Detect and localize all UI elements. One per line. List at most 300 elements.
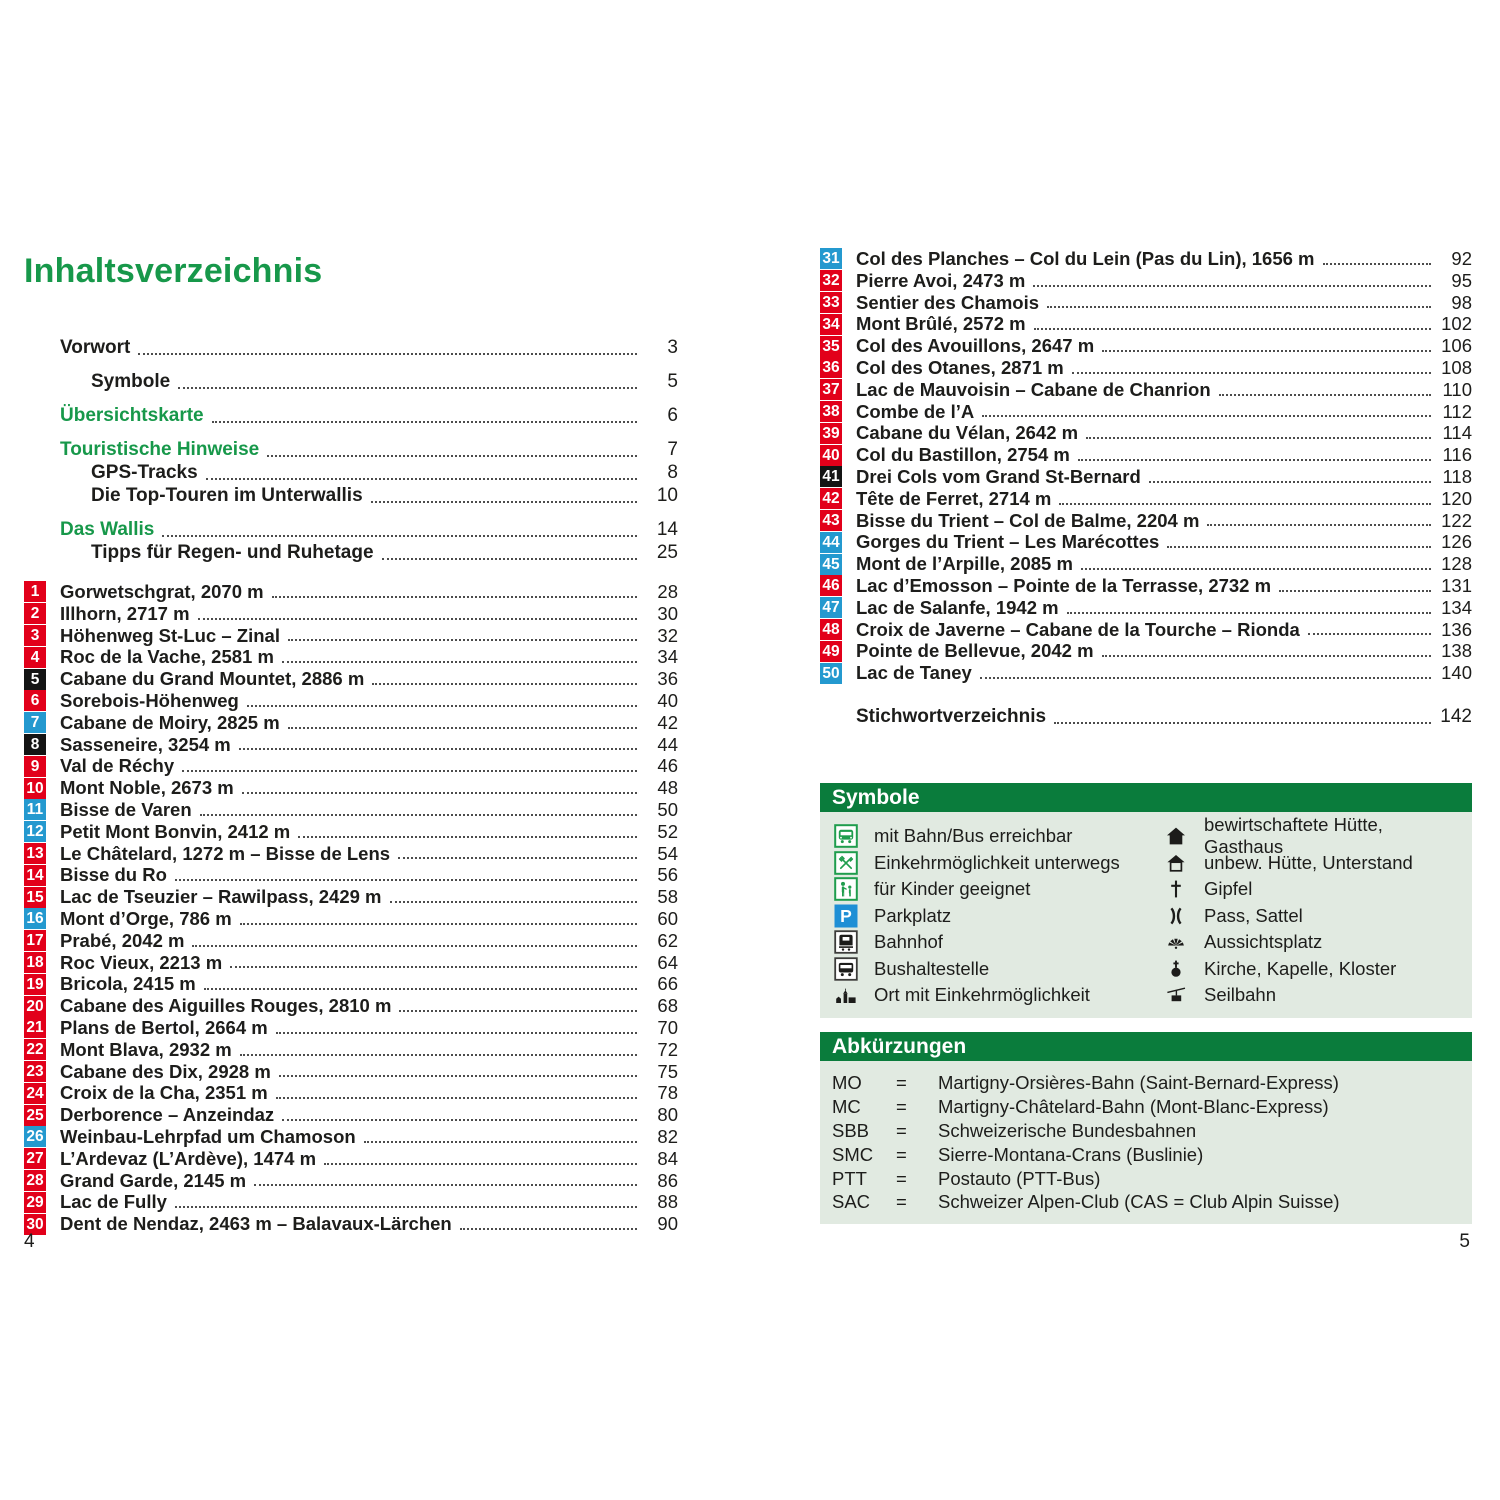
tour-toc-row — [24, 1104, 678, 1126]
toc-entry-label: Bisse du Trient – Col de Balme, 2204 m — [856, 509, 1200, 531]
abbreviation-text: Martigny-Châtelard-Bahn (Mont-Blanc-Express) — [938, 1096, 1329, 1118]
toc-entry-label: Lac de Salanfe, 1942 m — [856, 596, 1059, 618]
abbreviations-box-title: Abkürzungen — [820, 1032, 1472, 1061]
toc-page-number: 138 — [1441, 640, 1472, 662]
toc-page-number: 88 — [657, 1191, 678, 1213]
dot-leader — [390, 901, 637, 903]
toc-page-number: 106 — [1441, 335, 1472, 357]
toc-page-number: 112 — [1442, 400, 1472, 422]
symbol-label: unbew. Hütte, Unterstand — [1204, 851, 1413, 873]
symbol-legend-row — [832, 849, 1162, 876]
toc-row — [24, 405, 678, 428]
toc-entry-label: Touristische Hinweise — [60, 439, 260, 460]
tour-number-badge: 36 — [820, 357, 842, 378]
toc-row — [24, 462, 678, 485]
village-icon — [832, 983, 859, 1008]
dot-leader — [1054, 722, 1431, 724]
toc-page-number: 122 — [1441, 509, 1472, 531]
tour-number-badge: 30 — [24, 1214, 46, 1235]
toc-entry-label: Gorges du Trient – Les Marécottes — [856, 531, 1160, 553]
dot-leader — [279, 1075, 637, 1077]
toc-entry-label: Stichwortverzeichnis — [856, 705, 1047, 727]
tour-toc-row — [24, 668, 678, 690]
tour-toc-row — [24, 755, 678, 777]
tour-number-badge: 11 — [24, 799, 46, 820]
tour-number-badge: 27 — [24, 1148, 46, 1169]
symbol-legend-row — [832, 876, 1162, 903]
dot-leader — [254, 1184, 637, 1186]
toc-entry-label: Cabane du Vélan, 2642 m — [856, 422, 1079, 444]
toc-entry-label: Symbole — [91, 371, 171, 392]
dot-leader — [182, 770, 637, 772]
toc-page-number: 60 — [657, 907, 678, 929]
parking-sign-icon — [832, 903, 859, 928]
toc-row — [24, 337, 678, 360]
left-page — [24, 252, 678, 1235]
tour-toc-row — [24, 1170, 678, 1192]
abbreviation-code: SAC — [832, 1191, 871, 1213]
equals-sign: = — [896, 1072, 907, 1094]
toc-page-number: 36 — [657, 668, 678, 690]
abbreviation-code: MC — [832, 1096, 861, 1118]
tour-toc-row — [24, 821, 678, 843]
tour-number-badge: 33 — [820, 292, 842, 313]
dot-leader — [460, 1228, 637, 1230]
abbreviation-code: MO — [832, 1072, 862, 1094]
page-title: Inhaltsverzeichnis — [24, 252, 323, 290]
toc-entry-label: Mont d’Orge, 786 m — [60, 907, 232, 929]
tour-toc-row — [24, 603, 678, 625]
symbol-label: Gipfel — [1204, 878, 1253, 900]
toc-page-number: 86 — [657, 1169, 678, 1191]
toc-page-number: 5 — [667, 371, 678, 392]
dot-leader — [200, 814, 637, 816]
tour-number-badge: 43 — [820, 510, 842, 531]
tour-toc-row — [24, 930, 678, 952]
dot-leader — [276, 1097, 637, 1099]
dot-leader — [1167, 546, 1431, 548]
dot-leader — [212, 421, 637, 423]
toc-page-number: 66 — [657, 973, 678, 995]
tour-toc-row — [24, 625, 678, 647]
toc-page-number: 7 — [667, 439, 678, 460]
toc-page-number: 50 — [657, 798, 678, 820]
dot-leader — [1102, 350, 1431, 352]
toc-page-number: 142 — [1440, 705, 1472, 727]
symbol-label: Kirche, Kapelle, Kloster — [1204, 957, 1397, 979]
toc-page-number: 34 — [657, 646, 678, 668]
tour-number-badge: 16 — [24, 908, 46, 929]
tour-toc-row — [820, 335, 1472, 357]
tour-number-badge: 12 — [24, 821, 46, 842]
dot-leader — [178, 387, 637, 389]
toc-row — [24, 485, 678, 508]
summit-cross-icon — [1162, 877, 1189, 902]
toc-entry-label: Sasseneire, 3254 m — [60, 733, 231, 755]
dot-leader — [324, 1163, 637, 1165]
tour-toc-row — [24, 1017, 678, 1039]
tour-number-badge: 46 — [820, 575, 842, 596]
tour-number-badge: 48 — [820, 619, 842, 640]
dot-leader — [175, 879, 637, 881]
symbol-label: mit Bahn/Bus erreichbar — [874, 825, 1073, 847]
toc-entry-label: Col des Planches – Col du Lein (Pas du Lin), 1656 m — [856, 248, 1315, 269]
tour-toc-row — [24, 908, 678, 930]
dot-leader — [1086, 437, 1431, 439]
dot-leader — [1059, 503, 1431, 505]
symbol-legend-row — [1162, 814, 1460, 858]
toc-page-number: 54 — [657, 842, 678, 864]
tour-number-badge: 15 — [24, 887, 46, 908]
tour-number-badge: 47 — [820, 597, 842, 618]
tour-toc-row — [24, 777, 678, 799]
tour-toc-row — [24, 1039, 678, 1061]
tour-toc-row — [820, 640, 1472, 662]
symbol-label: Pass, Sattel — [1204, 904, 1303, 926]
toc-entry-label: Derborence – Anzeindaz — [60, 1104, 275, 1126]
dot-leader — [1207, 524, 1431, 526]
symbol-legend-row — [832, 982, 1162, 1009]
toc-row — [820, 706, 1472, 729]
dot-leader — [1308, 633, 1431, 635]
children-sign-icon — [832, 877, 859, 902]
toc-entry-label: Plans de Bertol, 2664 m — [60, 1016, 268, 1038]
toc-row — [24, 439, 678, 462]
toc-entry-label: Sentier des Chamois — [856, 291, 1040, 313]
dot-leader — [1033, 285, 1431, 287]
toc-entry-label: Lac de Fully — [60, 1191, 167, 1213]
dot-leader — [240, 923, 637, 925]
toc-entry-label: Combe de l’A — [856, 400, 975, 422]
toc-entry-label: Bisse du Ro — [60, 864, 167, 886]
toc-entry-label: Drei Cols vom Grand St-Bernard — [856, 465, 1141, 487]
toc-entry-label: Lac d’Emosson – Pointe de la Terrasse, 2732 m — [856, 574, 1272, 596]
dot-leader — [272, 596, 637, 598]
restaurant-sign-icon — [832, 850, 859, 875]
toc-page-number: 80 — [657, 1104, 678, 1126]
toc-page-number: 14 — [656, 519, 678, 540]
dot-leader — [1081, 568, 1431, 570]
symbol-label: Aussichtsplatz — [1204, 931, 1323, 953]
tour-number-badge: 5 — [24, 669, 46, 690]
symbol-legend-row — [1162, 876, 1460, 903]
abbreviation-text: Schweizerische Bundesbahnen — [938, 1119, 1197, 1141]
tour-number-badge: 21 — [24, 1017, 46, 1038]
toc-page-number: 75 — [657, 1060, 678, 1082]
tour-toc-row — [24, 864, 678, 886]
toc-entry-label: Lac de Tseuzier – Rawilpass, 2429 m — [60, 886, 382, 908]
toc-page-number: 10 — [656, 485, 678, 506]
toc-page-number: 82 — [657, 1125, 678, 1147]
toc-page-number: 92 — [1451, 248, 1472, 269]
right-page — [820, 248, 1472, 1224]
dot-leader — [298, 836, 637, 838]
tour-number-badge: 49 — [820, 641, 842, 662]
tour-number-badge: 10 — [24, 778, 46, 799]
tour-toc-row — [24, 1126, 678, 1148]
symbol-legend-row — [832, 823, 1162, 850]
dot-leader — [1102, 655, 1431, 657]
toc-entry-label: L’Ardevaz (L’Ardève), 1474 m — [60, 1147, 317, 1169]
tour-number-badge: 45 — [820, 554, 842, 575]
toc-page-number: 48 — [657, 777, 678, 799]
dot-leader — [282, 1119, 637, 1121]
toc-entry-label: Sorebois-Höhenweg — [60, 689, 239, 711]
toc-entry-label: Croix de la Cha, 2351 m — [60, 1082, 268, 1104]
tour-number-badge: 18 — [24, 952, 46, 973]
dot-leader — [239, 748, 637, 750]
tour-number-badge: 31 — [820, 248, 842, 269]
dot-leader — [398, 857, 637, 859]
abbreviation-code: SBB — [832, 1119, 870, 1141]
toc-entry-label: GPS-Tracks — [91, 462, 198, 483]
toc-page-number: 118 — [1442, 465, 1472, 487]
bus-rail-sign-icon — [832, 824, 859, 849]
toc-page-number: 25 — [656, 542, 678, 563]
tour-toc-row — [24, 952, 678, 974]
tour-toc-row — [820, 401, 1472, 423]
dot-leader — [1034, 328, 1431, 330]
toc-entry-label: Col des Avouillons, 2647 m — [856, 335, 1095, 357]
symbol-label: bewirtschaftete Hütte, Gasthaus — [1204, 814, 1383, 858]
dot-leader — [206, 478, 637, 480]
toc-entry-label: Col du Bastillon, 2754 m — [856, 444, 1070, 466]
abbreviation-row — [832, 1119, 1460, 1143]
toc-entry-label: Illhorn, 2717 m — [60, 602, 190, 624]
tour-number-badge: 13 — [24, 843, 46, 864]
dot-leader — [267, 455, 637, 457]
toc-page-number: 78 — [657, 1082, 678, 1104]
tour-toc-row — [24, 734, 678, 756]
dot-leader — [230, 966, 637, 968]
tour-toc-row — [820, 553, 1472, 575]
tour-number-badge: 39 — [820, 423, 842, 444]
toc-page-number: 68 — [657, 995, 678, 1017]
tour-toc-row — [820, 531, 1472, 553]
tour-number-badge: 20 — [24, 996, 46, 1017]
toc-page-number: 95 — [1451, 269, 1472, 291]
tour-toc-row — [820, 357, 1472, 379]
toc-entry-label: Weinbau-Lehrpfad um Chamoson — [60, 1125, 356, 1147]
toc-entry-label: Das Wallis — [60, 519, 155, 540]
dot-leader — [364, 1141, 637, 1143]
tour-toc-row — [820, 422, 1472, 444]
toc-entry-label: Mont Blava, 2932 m — [60, 1038, 232, 1060]
abbreviation-row — [832, 1095, 1460, 1119]
toc-page-number: 136 — [1441, 618, 1472, 640]
toc-page-number: 6 — [667, 405, 678, 426]
symbol-legend-row — [832, 929, 1162, 956]
dot-leader — [1149, 481, 1431, 483]
dot-leader — [399, 1010, 637, 1012]
abbreviation-text: Postauto (PTT-Bus) — [938, 1167, 1101, 1189]
toc-page-number: 134 — [1441, 596, 1472, 618]
toc-page-number: 30 — [657, 602, 678, 624]
dot-leader — [1219, 394, 1431, 396]
toc-entry-label: Höhenweg St-Luc – Zinal — [60, 624, 280, 646]
abbreviation-text: Sierre-Montana-Crans (Buslinie) — [938, 1143, 1204, 1165]
equals-sign: = — [896, 1096, 907, 1118]
tour-number-badge: 9 — [24, 756, 46, 777]
dot-leader — [1279, 590, 1431, 592]
cablecar-icon — [1162, 983, 1189, 1008]
symbols-legend-box — [820, 783, 1472, 1019]
tour-number-badge: 2 — [24, 603, 46, 624]
toc-entry-label: Grand Garde, 2145 m — [60, 1169, 247, 1191]
toc-entry-label: Roc de la Vache, 2581 m — [60, 646, 274, 668]
toc-page-number: 3 — [667, 337, 678, 358]
tour-number-badge: 23 — [24, 1061, 46, 1082]
tour-number-badge: 37 — [820, 379, 842, 400]
tour-toc-row — [820, 575, 1472, 597]
symbol-label: Bushaltestelle — [874, 957, 990, 979]
abbreviation-text: Schweizer Alpen-Club (CAS = Club Alpin Suisse) — [938, 1191, 1340, 1213]
toc-entry-label: Cabane des Aiguilles Rouges, 2810 m — [60, 995, 392, 1017]
dot-leader — [372, 683, 637, 685]
toc-entry-label: Pierre Avoi, 2473 m — [856, 269, 1026, 291]
toc-entry-label: Bricola, 2415 m — [60, 973, 196, 995]
tour-number-badge: 35 — [820, 336, 842, 357]
tour-toc-row — [24, 995, 678, 1017]
tour-toc-row — [820, 597, 1472, 619]
tour-number-badge: 41 — [820, 466, 842, 487]
bus-stop-icon — [832, 956, 859, 981]
dot-leader — [288, 639, 637, 641]
symbol-label: Parkplatz — [874, 904, 952, 926]
tour-toc-row — [24, 1213, 678, 1235]
tour-number-badge: 25 — [24, 1105, 46, 1126]
tour-toc-row — [820, 379, 1472, 401]
toc-page-number: 58 — [657, 886, 678, 908]
toc-entry-label: Cabane du Grand Mountet, 2886 m — [60, 668, 365, 690]
tour-toc-row — [24, 799, 678, 821]
hut-outline-icon — [1162, 850, 1189, 875]
tour-number-badge: 26 — [24, 1126, 46, 1147]
tour-number-badge: 6 — [24, 690, 46, 711]
tour-number-badge: 42 — [820, 488, 842, 509]
symbol-legend-row — [832, 955, 1162, 982]
toc-page-number: 72 — [657, 1038, 678, 1060]
tour-toc-row — [820, 292, 1472, 314]
tour-list-left — [24, 581, 678, 1235]
abbreviation-code: PTT — [832, 1167, 867, 1189]
tour-number-badge: 34 — [820, 314, 842, 335]
toc-entry-label: Die Top-Touren im Unterwallis — [91, 485, 363, 506]
dot-leader — [192, 945, 637, 947]
abbreviation-row — [832, 1167, 1460, 1191]
tour-toc-row — [24, 690, 678, 712]
toc-page-number: 116 — [1442, 444, 1472, 466]
viewpoint-icon — [1162, 930, 1189, 955]
dot-leader — [1078, 459, 1431, 461]
dot-leader — [288, 727, 637, 729]
symbol-legend-row — [832, 902, 1162, 929]
tour-toc-row — [24, 1061, 678, 1083]
symbol-label: Bahnhof — [874, 931, 943, 953]
tour-toc-row — [24, 886, 678, 908]
toc-page-number: 32 — [657, 624, 678, 646]
railway-station-icon — [832, 930, 859, 955]
toc-page-number: 40 — [657, 689, 678, 711]
right-page-number: 5 — [1459, 1231, 1470, 1252]
toc-page-number: 108 — [1441, 356, 1472, 378]
tour-number-badge: 3 — [24, 625, 46, 646]
toc-page-number: 28 — [657, 581, 678, 602]
front-matter-list — [24, 337, 678, 565]
toc-row — [24, 542, 678, 565]
dot-leader — [204, 988, 637, 990]
toc-page-number: 62 — [657, 929, 678, 951]
symbol-label: für Kinder geeignet — [874, 878, 1031, 900]
tour-number-badge: 17 — [24, 930, 46, 951]
dot-leader — [198, 618, 637, 620]
toc-entry-label: Gorwetschgrat, 2070 m — [60, 581, 264, 602]
equals-sign: = — [896, 1119, 907, 1141]
church-icon — [1162, 956, 1189, 981]
tour-number-badge: 14 — [24, 865, 46, 886]
dot-leader — [242, 792, 637, 794]
toc-entry-label: Prabé, 2042 m — [60, 929, 185, 951]
toc-entry-label: Lac de Mauvoisin – Cabane de Chanrion — [856, 378, 1211, 400]
toc-entry-label: Mont Brûlé, 2572 m — [856, 313, 1026, 335]
toc-page-number: 131 — [1441, 574, 1472, 596]
abbreviations-box — [820, 1032, 1472, 1224]
tour-number-badge: 1 — [24, 581, 46, 602]
symbols-grid — [832, 814, 1460, 1009]
abbreviation-code: SMC — [832, 1143, 874, 1165]
tour-toc-row — [24, 581, 678, 603]
toc-entry-label: Croix de Javerne – Cabane de la Tourche – Rionda — [856, 618, 1300, 640]
toc-page-number: 44 — [657, 733, 678, 755]
tour-toc-row — [820, 510, 1472, 532]
tour-number-badge: 28 — [24, 1170, 46, 1191]
tour-number-badge: 50 — [820, 663, 842, 684]
toc-entry-label: Übersichtskarte — [60, 405, 204, 426]
tour-number-badge: 4 — [24, 647, 46, 668]
abbreviation-text: Martigny-Orsières-Bahn (Saint-Bernard-Express) — [938, 1072, 1339, 1094]
tour-number-badge: 8 — [24, 734, 46, 755]
tour-toc-row — [820, 313, 1472, 335]
tour-number-badge: 40 — [820, 445, 842, 466]
dot-leader — [247, 705, 637, 707]
tour-toc-row — [820, 444, 1472, 466]
tour-toc-row — [820, 619, 1472, 641]
equals-sign: = — [896, 1191, 907, 1213]
toc-entry-label: Vorwort — [60, 337, 131, 358]
toc-page-number: 52 — [657, 820, 678, 842]
dot-leader — [138, 353, 637, 355]
symbol-label: Seilbahn — [1204, 984, 1277, 1006]
toc-entry-label: Tête de Ferret, 2714 m — [856, 487, 1052, 509]
tour-number-badge: 19 — [24, 974, 46, 995]
toc-page-number: 70 — [657, 1016, 678, 1038]
dot-leader — [1047, 306, 1431, 308]
toc-entry-label: Col des Otanes, 2871 m — [856, 356, 1064, 378]
toc-entry-label: Cabane de Moiry, 2825 m — [60, 711, 280, 733]
toc-page-number: 46 — [657, 755, 678, 777]
toc-row — [24, 519, 678, 542]
tour-toc-row — [820, 662, 1472, 684]
toc-page-number: 90 — [657, 1213, 678, 1235]
toc-page-number: 98 — [1451, 291, 1472, 313]
tour-toc-row — [24, 1191, 678, 1213]
tour-number-badge: 32 — [820, 270, 842, 291]
toc-entry-label: Mont de l’Arpille, 2085 m — [856, 553, 1073, 575]
equals-sign: = — [896, 1167, 907, 1189]
toc-entry-label: Pointe de Bellevue, 2042 m — [856, 640, 1094, 662]
toc-page-number: 42 — [657, 711, 678, 733]
dot-leader — [382, 558, 637, 560]
